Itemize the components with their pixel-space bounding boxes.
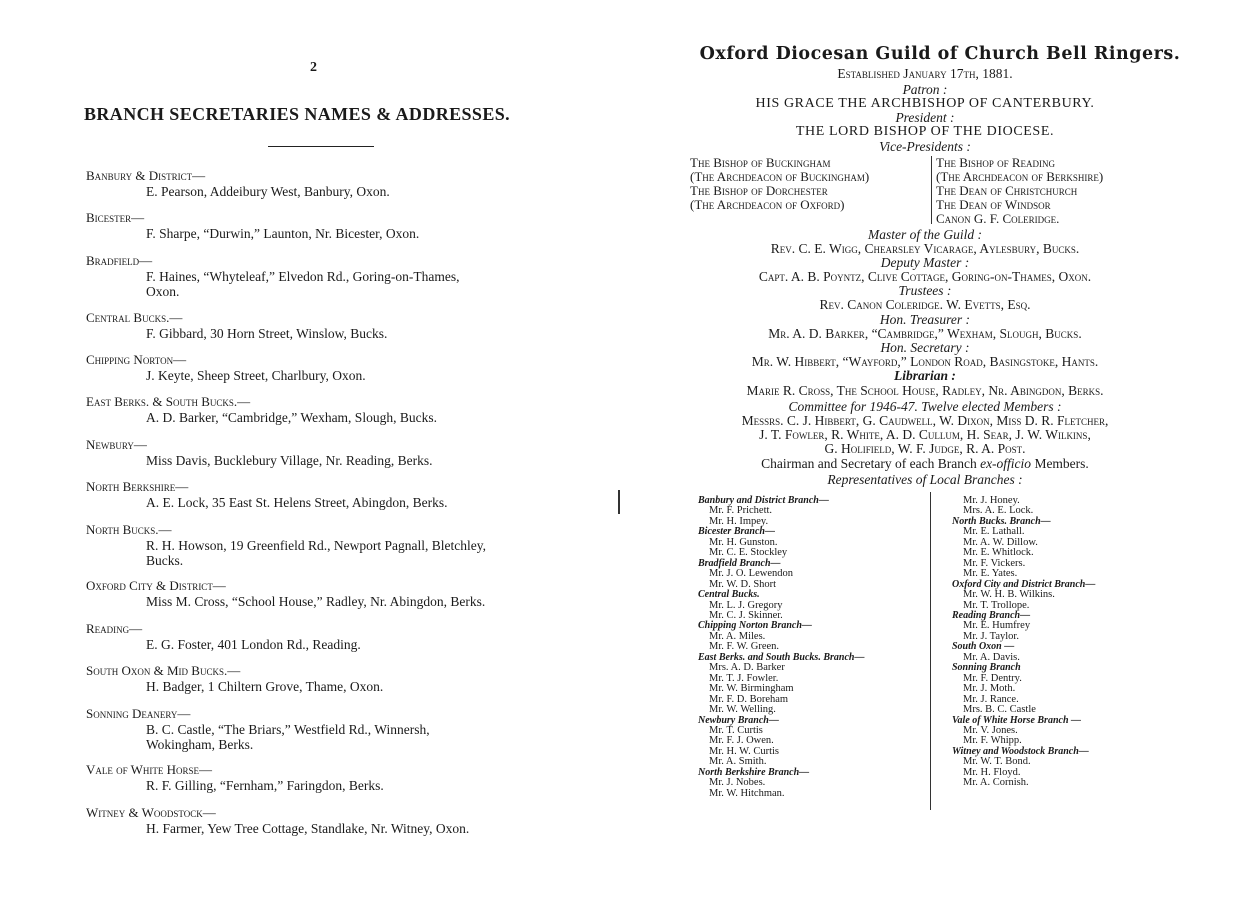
representative-branch: East Berks. and South Bucks. Branch—: [698, 651, 865, 663]
representative-member: Mr. F. W. Green.: [709, 641, 780, 653]
representative-member: Mr. F. Vickers.: [963, 557, 1026, 569]
representative-member: Mr. F. D. Boreham: [709, 693, 789, 705]
representative-branch: Banbury and District Branch—: [698, 495, 829, 506]
branch-secretary-address: Oxon.: [146, 284, 180, 299]
page-number: 2: [310, 60, 317, 75]
branch-name: Banbury & District—: [86, 168, 206, 183]
representative-member: Mr. F. J. Owen.: [709, 735, 774, 747]
branch-entry: [86, 310, 576, 341]
right-page: [610, 0, 1240, 910]
representative-member: Mr. W. T. Bond.: [963, 756, 1031, 768]
branch-entry: [86, 522, 576, 569]
branch-entry: [86, 663, 576, 694]
representative-member: Mr. H. Impey.: [709, 515, 769, 527]
patron-name: HIS GRACE THE ARCHBISHOP OF CANTERBURY.: [755, 96, 1095, 111]
vice-president-name: Canon G. F. Coleridge.: [936, 211, 1060, 226]
representatives-divider: [930, 492, 931, 810]
representative-member: Mr. C. J. Skinner.: [709, 609, 783, 621]
branch-entry: [86, 253, 576, 300]
committee-line: Messrs. C. J. Hibbert, G. Caudwell, W. Dixon, Miss D. R. Fletcher,: [741, 413, 1109, 428]
branch-secretary-address: F. Haines, “Whyteleaf,” Elvedon Rd., Goring-on-Thames,: [146, 268, 460, 284]
representative-branch: Bicester Branch—: [698, 526, 775, 538]
page-heading: BRANCH SECRETARIES NAMES & ADDRESSES.: [84, 104, 511, 124]
representative-member: Mrs. A. D. Barker: [709, 662, 785, 674]
representative-branch: Central Bucks.: [698, 589, 760, 601]
representative-member: Mr. E. Humfrey: [963, 620, 1031, 632]
vice-president-name: The Bishop of Buckingham: [690, 155, 831, 170]
branch-secretary-address: Wokingham, Berks.: [146, 737, 254, 752]
trustees-names: Rev. Canon Coleridge. W. Evetts, Esq.: [819, 297, 1031, 312]
branch-name: North Bucks.—: [86, 522, 172, 537]
representative-member: Mrs. A. E. Lock.: [963, 505, 1034, 517]
branch-name: Newbury—: [86, 437, 147, 452]
heading-rule: [268, 146, 374, 147]
branch-name: Bradfield—: [86, 253, 153, 268]
branch-name: Reading—: [86, 621, 143, 636]
representative-member: Mr. J. O. Lewendon: [709, 568, 793, 580]
representative-branch: North Bucks. Branch—: [952, 515, 1051, 527]
representative-member: Mr. F. Dentry.: [963, 672, 1022, 684]
representative-member: Mr. J. Honey.: [963, 495, 1020, 506]
page-edge-mark: [618, 490, 620, 514]
representatives-label: Representatives of Local Branches :: [827, 472, 1023, 487]
branch-secretary-address: H. Farmer, Yew Tree Cottage, Standlake, Nr. Witney, Oxon.: [146, 820, 470, 836]
branch-entry: [86, 210, 576, 241]
representative-member: Mr. A. Cornish.: [963, 777, 1029, 789]
branch-entry: [86, 706, 576, 753]
representative-member: Mr. W. Welling.: [709, 704, 776, 716]
branch-name: Witney & Woodstock—: [86, 805, 216, 820]
representative-member: Mr. C. E. Stockley: [709, 547, 788, 559]
treasurer-label: Hon. Treasurer :: [879, 312, 971, 327]
vice-president-name: The Dean of Christchurch: [936, 183, 1078, 198]
branch-secretary-address: Bucks.: [146, 553, 184, 568]
representatives-left: [698, 496, 938, 799]
patron-label: Patron :: [902, 82, 948, 97]
branch-name: Oxford City & District—: [86, 578, 226, 593]
representative-member: Mr. E. Whitlock.: [963, 547, 1034, 559]
representative-member: Mr. J. Taylor.: [963, 630, 1019, 642]
representative-member: Mr. J. Moth.: [963, 683, 1016, 695]
branch-secretary-address: F. Gibbard, 30 Horn Street, Winslow, Bucks.: [146, 325, 388, 341]
branch-secretary-address: Miss M. Cross, “School House,” Radley, Nr. Abingdon, Berks.: [146, 593, 486, 609]
deputy-name: Capt. A. B. Poyntz, Clive Cottage, Goring-on-Thames, Oxon.: [758, 269, 1092, 284]
representative-member: Mr. A. Smith.: [709, 756, 767, 768]
representative-member: Mr. W. Hitchman.: [709, 787, 785, 799]
branch-entry: [86, 762, 576, 793]
secretary-label: Hon. Secretary :: [880, 340, 970, 355]
representative-branch: Chipping Norton Branch—: [698, 620, 812, 632]
branch-name: Bicester—: [86, 210, 145, 225]
vice-president-name: The Bishop of Dorchester: [690, 183, 828, 198]
branch-name: Sonning Deanery—: [86, 706, 191, 721]
committee-line: G. Holifield, W. F. Judge, R. A. Post.: [824, 441, 1026, 456]
representative-member: Mr. H. W. Curtis: [709, 745, 780, 757]
vice-president-name: (The Archdeacon of Buckingham): [690, 169, 870, 184]
representative-branch: Bradfield Branch—: [698, 557, 781, 569]
representative-member: Mr. H. Floyd.: [963, 766, 1021, 778]
branch-name: Chipping Norton—: [86, 352, 187, 367]
representative-member: Mrs. B. C. Castle: [963, 704, 1036, 716]
representative-member: Mr. W. Birmingham: [709, 683, 794, 695]
branch-secretary-address: A. E. Lock, 35 East St. Helens Street, Abingdon, Berks.: [146, 494, 448, 510]
ex-officio-text: ex-officio: [980, 456, 1032, 471]
branch-entry: [86, 394, 576, 425]
representatives-right: [952, 496, 1192, 789]
master-label: Master of the Guild :: [868, 227, 982, 242]
librarian-label: Librarian :: [894, 368, 956, 383]
vice-presidents-left: [690, 156, 930, 212]
representative-member: Mr. A. Miles.: [709, 630, 766, 642]
secretary-name: Mr. W. Hibbert, “Wayford,” London Road, Basingstoke, Hants.: [751, 354, 1099, 369]
librarian-name: Marie R. Cross, The School House, Radley, Nr. Abingdon, Berks.: [746, 383, 1104, 398]
representative-branch: Newbury Branch—: [698, 714, 779, 726]
master-name: Rev. C. E. Wigg, Chearsley Vicarage, Aylesbury, Bucks.: [770, 241, 1080, 256]
representative-branch: Reading Branch—: [952, 609, 1031, 621]
branch-entry: [86, 352, 576, 383]
representative-member: Mr. A. Davis.: [963, 651, 1020, 663]
branch-secretary-address: A. D. Barker, “Cambridge,” Wexham, Slough, Bucks.: [146, 409, 437, 425]
representative-branch: Vale of White Horse Branch —: [952, 714, 1081, 726]
representative-member: Mr. E. Yates.: [963, 568, 1018, 580]
representative-member: Mr. T. Trollope.: [963, 599, 1030, 611]
president-label: President :: [895, 110, 955, 125]
branch-name: South Oxon & Mid Bucks.—: [86, 663, 241, 678]
vice-president-name: The Dean of Windsor: [936, 197, 1051, 212]
branch-entry: [86, 621, 576, 652]
treasurer-name: Mr. A. D. Barker, “Cambridge,” Wexham, Slough, Bucks.: [768, 326, 1082, 341]
chairman-line: [610, 456, 1240, 472]
left-page: [0, 0, 610, 910]
branch-secretary-address: B. C. Castle, “The Briars,” Westfield Rd., Winnersh,: [146, 721, 430, 737]
chairman-line-end: Members.: [1031, 456, 1089, 471]
representative-member: Mr. V. Jones.: [963, 724, 1018, 736]
vice-presidents-label: Vice-Presidents :: [879, 139, 971, 154]
representative-member: Mr. W. D. Short: [709, 578, 777, 590]
branch-entry: [86, 578, 576, 609]
committee-line: J. T. Fowler, R. White, A. D. Cullum, H. Sear, J. W. Wilkins,: [759, 427, 1091, 442]
representative-member: Mr. A. W. Dillow.: [963, 536, 1038, 548]
representative-member: Mr. H. Gunston.: [709, 536, 778, 548]
branch-secretary-address: E. Pearson, Addeibury West, Banbury, Oxon.: [146, 183, 390, 199]
representative-member: Mr. T. Curtis: [709, 724, 763, 736]
representative-member: Mr. J. Nobes.: [709, 777, 766, 789]
representative-member: Mr. J. Rance.: [963, 693, 1019, 705]
branch-name: Central Bucks.—: [86, 310, 183, 325]
vice-president-name: (The Archdeacon of Berkshire): [936, 169, 1104, 184]
representative-member: Mr. L. J. Gregory: [709, 599, 783, 611]
trustees-label: Trustees :: [898, 283, 952, 298]
branch-secretary-address: Miss Davis, Bucklebury Village, Nr. Reading, Berks.: [146, 452, 433, 468]
representative-member: Mr. F. Whipp.: [963, 735, 1022, 747]
branch-secretary-address: J. Keyte, Sheep Street, Charlbury, Oxon.: [146, 367, 366, 383]
president-name: THE LORD BISHOP OF THE DIOCESE.: [795, 124, 1055, 139]
committee-label: Committee for 1946-47. Twelve elected Members :: [788, 399, 1062, 414]
representative-member: Mr. E. Lathall.: [963, 526, 1025, 538]
branch-secretary-address: R. F. Gilling, “Fernham,” Faringdon, Berks.: [146, 777, 384, 793]
representative-branch: South Oxon —: [952, 641, 1015, 653]
vice-presidents-divider: [931, 156, 932, 224]
vice-president-name: (The Archdeacon of Oxford): [690, 197, 845, 212]
vice-presidents-right: [936, 156, 1186, 226]
branch-entry: [86, 168, 576, 199]
branch-secretary-address: R. H. Howson, 19 Greenfield Rd., Newport Pagnall, Bletchley,: [146, 537, 486, 553]
chairman-line-text: Chairman and Secretary of each Branch: [761, 456, 981, 471]
branch-secretary-address: E. G. Foster, 401 London Rd., Reading.: [146, 636, 361, 652]
vice-president-name: The Bishop of Reading: [936, 155, 1056, 170]
branch-entry: [86, 437, 576, 468]
branch-entry: [86, 479, 576, 510]
representative-branch: North Berkshire Branch—: [698, 766, 810, 778]
representative-branch: Oxford City and District Branch—: [952, 578, 1096, 590]
branch-name: East Berks. & South Bucks.—: [86, 394, 251, 409]
representative-member: Mr. W. H. B. Wilkins.: [963, 589, 1055, 601]
deputy-label: Deputy Master :: [880, 255, 970, 270]
representative-branch: Sonning Branch: [952, 662, 1021, 674]
branch-secretary-address: H. Badger, 1 Chiltern Grove, Thame, Oxon.: [146, 678, 384, 694]
representative-member: Mr. F. Prichett.: [709, 505, 773, 517]
branch-name: North Berkshire—: [86, 479, 189, 494]
branch-name: Vale of White Horse—: [86, 762, 213, 777]
branch-secretary-address: F. Sharpe, “Durwin,” Launton, Nr. Bicester, Oxon.: [146, 225, 420, 241]
representative-branch: Witney and Woodstock Branch—: [952, 745, 1089, 757]
representative-member: Mr. T. J. Fowler.: [709, 672, 779, 684]
branch-entry: [86, 805, 576, 836]
guild-title: Oxford Diocesan Guild of Church Bell Ringers.: [699, 44, 1181, 64]
established-line: Established January 17th, 1881.: [837, 66, 1013, 81]
